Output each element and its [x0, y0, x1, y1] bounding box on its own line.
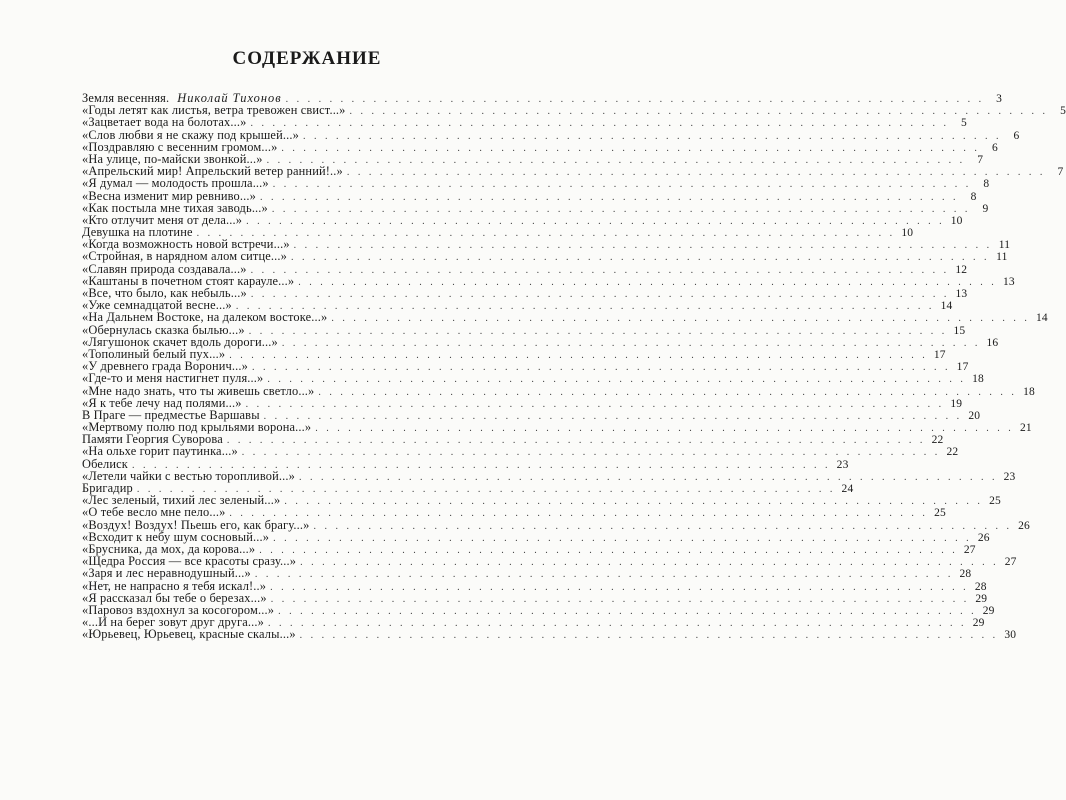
toc-dot-leader: . . . . . . . . . . . . . . . . . . . . . . . . . . . . . . . . . . . . . . . . . . . . . . . . . . . . . . . . . . . . . . . .: [270, 593, 970, 605]
toc-dot-leader: . . . . . . . . . . . . . . . . . . . . . . . . . . . . . . . . . . . . . . . . . . . . . . . . . . . . . . . . . . . . . . . .: [272, 179, 972, 191]
toc-page-number: 19: [950, 397, 963, 410]
toc-entry-title: В Праге — предместье Варшавы: [82, 407, 260, 422]
toc-page-number: 8: [970, 190, 977, 203]
toc-entry: [82, 310, 1048, 325]
toc-entry-title: «На ольхе горит паутинка...»: [82, 444, 238, 459]
toc-entry: [82, 505, 946, 520]
toc-page-number: 22: [946, 446, 959, 459]
toc-page-number: 8: [983, 178, 990, 191]
toc-entry-title: «Я к тебе лечу над полями...»: [82, 395, 242, 410]
toc-dot-leader: . . . . . . . . . . . . . . . . . . . . . . . . . . . . . . . . . . . . . . . . . . . . . . . . . . . . . . . . . . . . . . . .: [259, 191, 959, 203]
toc-dot-leader: . . . . . . . . . . . . . . . . . . . . . . . . . . . . . . . . . . . . . . . . . . . . . . . . . . . . . . . . . . . . . . . .: [250, 264, 950, 276]
toc-entry-title: «Весна изменит мир ревниво...»: [82, 188, 256, 203]
toc-page-number: 28: [974, 580, 987, 593]
toc-entry: [82, 468, 1016, 483]
toc-page-number: 11: [998, 239, 1011, 252]
toc-entry-title: «Я рассказал бы тебе о березах...»: [82, 590, 267, 605]
toc-entry-title: «У древнего града Воронич...»: [82, 359, 248, 374]
toc-entry: [82, 115, 967, 130]
toc-dot-leader: . . . . . . . . . . . . . . . . . . . . . . . . . . . . . . . . . . . . . . . . . . . . . . . . . . . . . . . . . . . . . . . .: [313, 520, 1012, 532]
toc-page-number: 27: [1004, 556, 1017, 569]
toc-dot-leader: . . . . . . . . . . . . . . . . . . . . . . . . . . . . . . . . . . . . . . . . . . . . . . . . . . . . . . . . . . . . . . . .: [284, 496, 983, 508]
toc-page-number: 20: [968, 409, 981, 422]
toc-entry-title: «Я думал — молодость прошла...»: [82, 176, 269, 191]
toc-dot-leader: . . . . . . . . . . . . . . . . . . . . . . . . . . . . . . . . . . . . . . . . . . . . . . . . . . . . . . . . . . . . . . . .: [298, 471, 998, 483]
toc-entry-title: «Когда возможность новой встречи...»: [82, 237, 290, 252]
toc-entry: [82, 566, 972, 581]
toc-page-number: 11: [996, 251, 1008, 264]
toc-page-number: 25: [934, 507, 946, 520]
toc-entry: [82, 456, 849, 471]
toc-page-number: 17: [933, 348, 946, 361]
toc-dot-leader: . . . . . . . . . . . . . . . . . . . . . . . . . . . . . . . . . . . . . . . . . . . . . . . . . . . . . . . . . . . . . . . .: [271, 203, 971, 215]
toc-entry: [82, 371, 984, 386]
toc-entry-title: «Лес зеленый, тихий лес зеленый...»: [82, 493, 281, 508]
toc-entry-title: «Мне надо знать, что ты живешь светло...»: [82, 383, 315, 398]
toc-page-number: 14: [1036, 312, 1048, 325]
toc-dot-leader: . . . . . . . . . . . . . . . . . . . . . . . . . . . . . . . . . . . . . . . . . . . . . . . . . . . . . . . . . . . . . . . .: [229, 349, 928, 361]
toc-entry: [82, 444, 959, 459]
toc-page-number: 23: [836, 458, 849, 471]
toc-page-number: 10: [901, 227, 914, 240]
toc-dot-leader: . . . . . . . . . . . . . . . . . . . . . . . . . . . . . . . . . . . . . . . . . . . . . . . . . . . . . . . . . . . . . . . .: [318, 386, 1017, 398]
toc-dot-leader: . . . . . . . . . . . . . . . . . . . . . . . . . . . . . . . . . . . . . . . . . . . . . . . . . . . . . . . . . . . . . . . .: [281, 337, 981, 349]
toc-entry-title: «Щедра Россия — все красоты сразу...»: [82, 554, 297, 569]
toc-page-number: 6: [992, 141, 998, 154]
toc-dot-leader: . . . . . . . . . . . . . . . . . . . . . . . . . . . . . . . . . . . . . . . . . . . . . . . . . . . . . . . . . . . . . . . .: [298, 276, 997, 288]
toc-entry: [82, 627, 1017, 642]
toc-entry: [82, 261, 968, 276]
toc-dot-leader: . . . . . . . . . . . . . . . . . . . . . . . . . . . . . . . . . . . . . . . . . . . . . . . . . . . . . . . . . . . . . . . .: [248, 325, 948, 337]
toc-entry-title: «Каштаны в почетном стоят карауле...»: [82, 273, 295, 288]
toc-entry-title: «Обернулась сказка былью...»: [82, 322, 245, 337]
toc-page-number: 22: [931, 434, 944, 447]
toc-page-number: 14: [940, 300, 953, 313]
toc-entry-title: Обелиск: [82, 456, 128, 471]
toc-page-number: 7: [1057, 166, 1064, 179]
toc-entry-title: Бригадир: [82, 481, 133, 495]
toc-page-number: 16: [986, 336, 999, 349]
toc-page-number: 13: [955, 288, 968, 300]
toc-dot-leader: . . . . . . . . . . . . . . . . . . . . . . . . . . . . . . . . . . . . . . . . . . . . . . . . . . . . . . . . . . . . . . . .: [267, 374, 966, 386]
toc-entry-title: «Брусника, да мох, да корова...»: [82, 541, 256, 556]
toc-page-number: 15: [953, 324, 966, 337]
toc-dot-leader: . . . . . . . . . . . . . . . . . . . . . . . . . . . . . . . . . . . . . . . . . . . . . . . . . . . . . . . . . . . . . . . .: [263, 410, 963, 422]
toc-entry-title: «Мертвому полю под крыльями ворона...»: [82, 420, 312, 435]
toc-entry: [82, 249, 1008, 264]
toc-page-number: 26: [977, 531, 990, 544]
toc-dot-leader: . . . . . . . . . . . . . . . . . . . . . . . . . . . . . . . . . . . . . . . . . . . . . . . . . . . . . . . . . . . . . . . .: [266, 154, 966, 166]
toc-dot-leader: . . . . . . . . . . . . . . . . . . . . . . . . . . . . . . . . . . . . . . . . . . . . . . . . . . . . . . . . . . . . . . . .: [349, 106, 1049, 118]
toc-dot-leader: . . . . . . . . . . . . . . . . . . . . . . . . . . . . . . . . . . . . . . . . . . . . . . . . . . . . . . . . . . . . . . . .: [196, 228, 896, 240]
toc-entry-title: «Как постыла мне тихая заводь...»: [82, 200, 268, 215]
toc-dot-leader: . . . . . . . . . . . . . . . . . . . . . . . . . . . . . . . . . . . . . . . . . . . . . . . . . . . . . . . . . . . . . . . .: [268, 618, 967, 630]
toc-entry-title: «Поздравляю с весенним громом...»: [82, 139, 278, 154]
toc-entry-title: «Кто отлучит меня от дела...»: [82, 212, 243, 227]
toc-dot-leader: . . . . . . . . . . . . . . . . . . . . . . . . . . . . . . . . . . . . . . . . . . . . . . . . . . . . . . . . . . . . . . . .: [245, 398, 945, 410]
toc-page-number: 23: [1003, 470, 1016, 483]
toc-dot-leader: . . . . . . . . . . . . . . . . . . . . . . . . . . . . . . . . . . . . . . . . . . . . . . . . . . . . . . . . . . . . . . . .: [315, 423, 1014, 435]
toc-entry-title: «На Дальнем Востоке, на далеком востоке...»: [82, 310, 328, 325]
toc-dot-leader: . . . . . . . . . . . . . . . . . . . . . . . . . . . . . . . . . . . . . . . . . . . . . . . . . . . . . . . . . . . . . . . .: [293, 240, 993, 252]
toc-entry: [82, 127, 1020, 142]
toc-entry-title: «О тебе весло мне пело...»: [82, 505, 226, 520]
toc-entry-title: «Уже семнадцатой весне...»: [82, 298, 232, 313]
toc-entry-title: «Славян природа создавала...»: [82, 261, 247, 276]
toc-entry-title: «Зацветает вода на болотах...»: [82, 115, 247, 130]
toc-entry: [82, 188, 977, 203]
toc-entry-title: «Апрельский мир! Апрельский ветер ранний!..»: [82, 164, 343, 179]
toc-dot-leader: . . . . . . . . . . . . . . . . . . . . . . . . . . . . . . . . . . . . . . . . . . . . . . . . . . . . . . . . . . . . . . . .: [290, 252, 990, 264]
toc-page-number: 10: [950, 214, 963, 227]
toc-dot-leader: . . . . . . . . . . . . . . . . . . . . . . . . . . . . . . . . . . . . . . . . . . . . . . . . . . . . . . . . . . . . . . . .: [331, 313, 1030, 325]
toc-entry-title: «Стройная, в нарядном алом ситце...»: [82, 249, 287, 264]
toc-entry-title: «Юрьевец, Юрьевец, красные скалы...»: [82, 627, 296, 642]
toc-entry: [82, 383, 1035, 398]
toc-page-number: 5: [1060, 105, 1066, 118]
page-title: СОДЕРЖАНИЕ: [232, 48, 382, 69]
toc-dot-leader: . . . . . . . . . . . . . . . . . . . . . . . . . . . . . . . . . . . . . . . . . . . . . . . . . . . . . . . . . . . . . . . .: [250, 289, 950, 300]
toc-entry: [82, 176, 990, 191]
toc-page-number: 29: [975, 592, 988, 605]
toc-page-number: 5: [961, 117, 967, 130]
toc-entry-title: «Лягушонок скачет вдоль дороги...»: [82, 334, 278, 349]
toc-dot-leader: . . . . . . . . . . . . . . . . . . . . . . . . . . . . . . . . . . . . . . . . . . . . . . . . . . . . . . . . . . . . . . . .: [273, 532, 972, 544]
table-of-contents: [82, 91, 1066, 642]
toc-entry-title: «Слов любви я не скажу под крышей...»: [82, 127, 299, 142]
toc-page-number: 9: [982, 202, 989, 215]
toc-entry-title: Девушка на плотине: [82, 225, 193, 240]
toc-entry-title: «Нет, не напрасно я тебя искал!..»: [82, 578, 267, 593]
toc-dot-leader: . . . . . . . . . . . . . . . . . . . . . . . . . . . . . . . . . . . . . . . . . . . . . . . . . . . . . . . . . . . . . . . .: [285, 94, 985, 105]
toc-page-number: 24: [841, 483, 854, 495]
toc-entry: [82, 322, 966, 337]
toc-page-number: 17: [956, 361, 969, 374]
toc-page-number: 26: [1018, 519, 1030, 532]
toc-page-number: 3: [996, 93, 1003, 105]
toc-entry-title: «Годы летят как листья, ветра тревожен свист...»: [82, 103, 346, 118]
toc-dot-leader: . . . . . . . . . . . . . . . . . . . . . . . . . . . . . . . . . . . . . . . . . . . . . . . . . . . . . . . . . . . . . . . .: [270, 581, 969, 593]
toc-entry-title: Памяти Георгия Суворова: [82, 432, 223, 447]
toc-page-number: 29: [972, 617, 985, 630]
toc-dot-leader: . . . . . . . . . . . . . . . . . . . . . . . . . . . . . . . . . . . . . . . . . . . . . . . . . . . . . . . . . . . . . . . .: [259, 544, 958, 556]
toc-page-number: 13: [1002, 275, 1015, 288]
toc-entry-title: «Все, что было, как небыль...»: [82, 286, 247, 300]
toc-dot-leader: . . . . . . . . . . . . . . . . . . . . . . . . . . . . . . . . . . . . . . . . . . . . . . . . . . . . . . . . . . . . . . . .: [299, 630, 999, 642]
toc-page-number: 30: [1004, 629, 1017, 642]
toc-dot-leader: . . . . . . . . . . . . . . . . . . . . . . . . . . . . . . . . . . . . . . . . . . . . . . . . . . . . . . . . . . . . . . . .: [281, 142, 980, 154]
toc-dot-leader: . . . . . . . . . . . . . . . . . . . . . . . . . . . . . . . . . . . . . . . . . . . . . . . . . . . . . . . . . . . . . . . .: [300, 557, 999, 569]
toc-dot-leader: . . . . . . . . . . . . . . . . . . . . . . . . . . . . . . . . . . . . . . . . . . . . . . . . . . . . . . . . . . . . . . . .: [229, 508, 928, 520]
toc-dot-leader: . . . . . . . . . . . . . . . . . . . . . . . . . . . . . . . . . . . . . . . . . . . . . . . . . . . . . . . . . . . . . . . .: [131, 459, 831, 471]
toc-entry-title: «На улице, по-майски звонкой...»: [82, 151, 263, 166]
toc-entry-title: «Воздух! Воздух! Пьешь его, как брагу...»: [82, 517, 310, 532]
toc-entry-title: «...И на берег зовут друг друга...»: [82, 615, 264, 630]
toc-dot-leader: . . . . . . . . . . . . . . . . . . . . . . . . . . . . . . . . . . . . . . . . . . . . . . . . . . . . . . . . . . . . . . . .: [226, 435, 926, 447]
toc-page-number: 27: [963, 543, 976, 556]
toc-entry-title: «Где-то и меня настигнет пуля...»: [82, 371, 264, 386]
toc-dot-leader: . . . . . . . . . . . . . . . . . . . . . . . . . . . . . . . . . . . . . . . . . . . . . . . . . . . . . . . . . . . . . . . .: [246, 215, 945, 227]
toc-page-number: 28: [959, 568, 972, 581]
toc-entry-title: «Паровоз вздохнул за косогором...»: [82, 602, 275, 617]
toc-page-number: 29: [982, 604, 995, 617]
toc-page-number: 18: [972, 373, 984, 386]
toc-page-number: 25: [989, 495, 1001, 508]
toc-dot-leader: . . . . . . . . . . . . . . . . . . . . . . . . . . . . . . . . . . . . . . . . . . . . . . . . . . . . . . . . . . . . . . . .: [302, 130, 1002, 142]
toc-page-number: 21: [1019, 422, 1032, 435]
toc-page-number: 6: [1013, 129, 1020, 142]
toc-entry-title: «Тополиный белый пух...»: [82, 346, 226, 361]
toc-entry-title: Земля весенняя.: [82, 91, 170, 105]
toc-dot-leader: . . . . . . . . . . . . . . . . . . . . . . . . . . . . . . . . . . . . . . . . . . . . . . . . . . . . . . . . . . . . . . . .: [250, 118, 949, 130]
toc-dot-leader: . . . . . . . . . . . . . . . . . . . . . . . . . . . . . . . . . . . . . . . . . . . . . . . . . . . . . . . . . . . . . . . .: [346, 167, 1046, 179]
toc-entry-title: «Всходит к небу шум сосновый...»: [82, 529, 270, 544]
toc-page-number: 12: [955, 263, 968, 276]
toc-dot-leader: . . . . . . . . . . . . . . . . . . . . . . . . . . . . . . . . . . . . . . . . . . . . . . . . . . . . . . . . . . . . . . . .: [136, 484, 836, 495]
toc-page-number: 7: [977, 153, 984, 166]
toc-entry-title: «Заря и лес неравнодушный...»: [82, 566, 251, 581]
toc-entry-title: «Летели чайки с вестью торопливой...»: [82, 468, 295, 483]
toc-page-number: 18: [1023, 385, 1035, 398]
toc-entry-author: Николай Тихонов: [177, 91, 282, 105]
toc-dot-leader: . . . . . . . . . . . . . . . . . . . . . . . . . . . . . . . . . . . . . . . . . . . . . . . . . . . . . . . . . . . . . . . .: [241, 447, 941, 459]
toc-dot-leader: . . . . . . . . . . . . . . . . . . . . . . . . . . . . . . . . . . . . . . . . . . . . . . . . . . . . . . . . . . . . . . . .: [254, 569, 954, 581]
toc-entry: [82, 578, 987, 593]
toc-dot-leader: . . . . . . . . . . . . . . . . . . . . . . . . . . . . . . . . . . . . . . . . . . . . . . . . . . . . . . . . . . . . . . . .: [235, 301, 935, 313]
toc-dot-leader: . . . . . . . . . . . . . . . . . . . . . . . . . . . . . . . . . . . . . . . . . . . . . . . . . . . . . . . . . . . . . . . .: [251, 362, 951, 374]
toc-dot-leader: . . . . . . . . . . . . . . . . . . . . . . . . . . . . . . . . . . . . . . . . . . . . . . . . . . . . . . . . . . . . . . . .: [278, 605, 977, 617]
